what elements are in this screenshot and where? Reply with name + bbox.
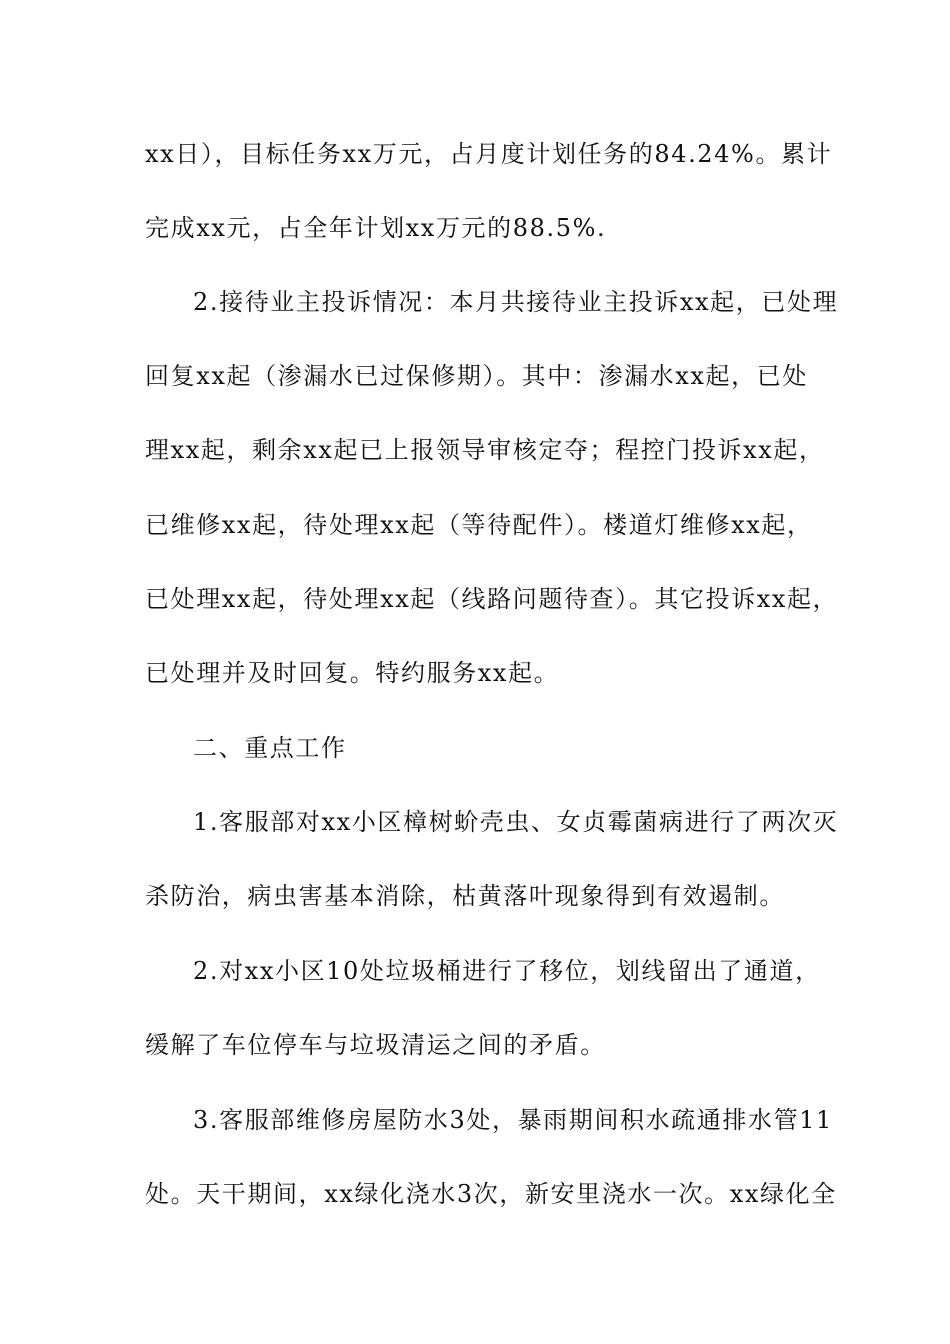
paragraph-line: 缓解了车位停车与垃圾清运之间的矛盾。 [145,1031,606,1059]
paragraph-line: 回复xx起（渗漏水已过保修期）。其中：渗漏水xx起，已处 [145,362,808,390]
paragraph-line: 已维修xx起，待处理xx起（等待配件）。楼道灯维修xx起， [145,511,813,539]
paragraph-line: 1.客服部对xx小区樟树蚧壳虫、女贞霉菌病进行了两次灭 [193,808,839,836]
paragraph-line: 完成xx元，占全年计划xx万元的88.5%. [145,214,607,242]
paragraph-line: 理xx起，剩余xx起已上报领导审核定夺；程控门投诉xx起， [145,436,825,464]
paragraph-line: 2.接待业主投诉情况：本月共接待业主投诉xx起，已处理 [193,288,839,316]
section-heading: 二、重点工作 [193,734,347,762]
paragraph-line: 处。天干期间，xx绿化浇水3次，新安里浇水一次。xx绿化全 [145,1180,837,1208]
paragraph-line: 3.客服部维修房屋防水3处，暴雨期间积水疏通排水管11 [193,1106,833,1134]
paragraph-line: 杀防治，病虫害基本消除，枯黄落叶现象得到有效遏制。 [145,882,785,910]
paragraph-line: xx日），目标任务xx万元，占月度计划任务的84.24%。累计 [145,140,833,168]
paragraph-line: 已处理并及时回复。特约服务xx起。 [145,659,560,687]
paragraph-line: 已处理xx起，待处理xx起（线路问题待查）。其它投诉xx起， [145,585,839,613]
paragraph-line: 2.对xx小区10处垃圾桶进行了移位，划线留出了通道， [193,957,821,985]
